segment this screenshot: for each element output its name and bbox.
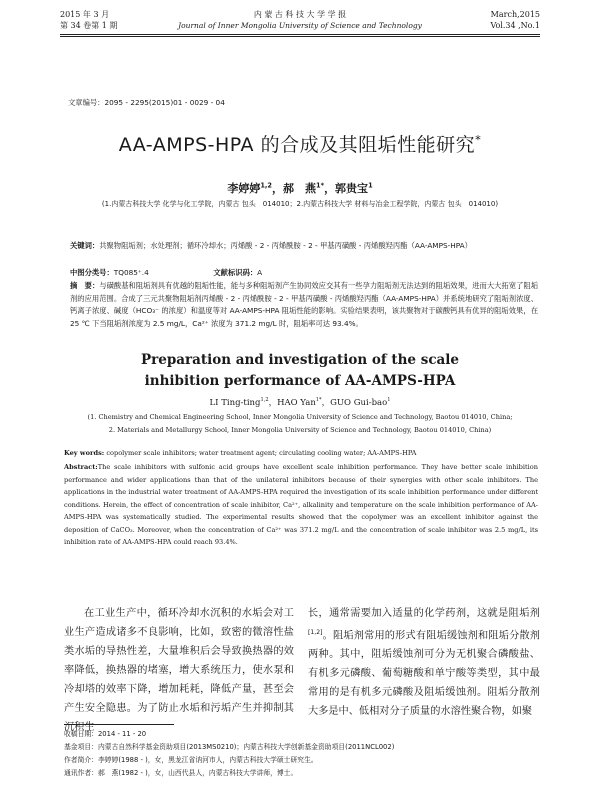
author-1-en-sup: 1,2 [260,397,269,404]
journal-name-cn: 内 蒙 古 科 技 大 学 学 报 [253,10,347,19]
footnote-rule [64,724,174,725]
body-right-text-a: 长，通常需要加入适量的化学药剂，这就是阻垢剂 [308,608,540,619]
title-en-line-2: inhibition performance of AA-AMPS-HPA [144,373,456,389]
authors-cn [60,180,540,196]
author-3-en-sup: 1 [387,397,391,404]
abstract-cn-text: 与磺酸基和阻垢剂具有优越的阻垢性能，能与多种阻垢剂产生协同效应交其有一些孕力阻垢剂无法达到的阻垢效果，进而大大拓宽了阻垢剂的应用范围。合成了三元共聚物阻垢剂丙烯酸 - 2 - 丙烯酰胺 - 2 - 甲基丙磺酸 - 丙烯酸羟丙酯（AA-AMPS-HPA）并系统地研究了阻垢剂浓度、钙离子浓度、碱度（HCO₃⁻ 的浓度）和温度等对 AA-AMPS-HPA 阻垢性能的影响。实验结果表明，该共聚物对于碳酸钙具有优异的阻垢效果，在 25 ℃ 下当阻垢剂浓度为 2.5 mg/L，Ca²⁺ 浓度为 371.2 mg/L 时，阻垢率可达 93.4%。 [70,281,539,328]
doc-code-label: 文献标识码： [213,268,258,277]
author-1-cn: 李婷婷 [227,182,261,195]
title-en-line-1: Preparation and investigation of the scale [140,352,460,368]
footnotes [64,728,540,780]
abstract-cn [70,280,538,330]
doc-code-value: A [257,268,263,277]
body-right-text-b: 。阻垢剂常用的形式有阻垢缓蚀剂和阻垢分散剂两种。其中，阻垢缓蚀剂可分为无机聚合磷酸盐、有机多元磷酸、葡萄糖酸和单宁酸等类型，其中最常用的是有机多元磷酸及阻垢缓蚀剂。阻垢分散剂大多是中、低相对分子质量的水溶性聚合物，如聚 [308,630,540,718]
header-left [60,9,117,31]
header-issue-cn: 第 34 卷第 1 期 [60,21,118,30]
keywords-cn-text: 共聚物阻垢剂；水处理剂；循环冷却水；丙烯酸 - 2 - 丙烯酰胺 - 2 - 甲基丙磺酸 - 丙烯酸羟丙酯（AA-AMPS-HPA） [99,241,472,250]
header-rule-top [60,34,540,35]
header-center [150,9,450,31]
keywords-en [64,447,538,460]
footnote-fund: 基金项目：内蒙古自然科学基金资助项目(2013MS0210)；内蒙古科技大学创新基金资助项目(2011NCL002) [64,743,395,751]
author-2-en: ，HAO Yan [268,398,316,408]
footnote-author: 作者简介：李婷婷(1988 - )，女，黑龙江省讷河市人，内蒙古科技大学硕士研究生。 [64,756,318,764]
body-column-right [308,604,540,721]
header-date-cn: 2015 年 3 月 [60,10,110,19]
classification-line [70,267,538,280]
journal-name-en: Journal of Inner Mongolia University of Science and Technology [178,21,422,30]
keywords-cn-label: 关键词： [70,241,100,250]
affiliation-en [60,411,540,437]
abstract-en-text: The scale inhibitors with sulfonic acid groups have excellent scale inhibition performance. They have better scale inhibition performance and wider applications than that of the unilateral inhibitors because of their synergies with other scale inhibitors. The applications in the industrial water treatment of AA-AMPS-HPA required the investigation of its scale inhibition performance under different conditions. Herein, the effect of concentration of scale inhibitor, Ca²⁺, alkalinity and temperature on the scale inhibition performance of AA-AMPS-HPA was systematically studied. The experimental results showed that the copolymer was an excellent inhibitor against the deposition of CaCO₃. Moreover, when the concentration of Ca²⁺ was 371.2 mg/L and the concentration of scale inhibitor was 2.5 mg/L, its inhibition rate of AA-AMPS-HPA could reach 93.4%. [64,463,538,546]
title-en [60,350,540,392]
author-2-en-sup: 1* [315,397,322,404]
author-3-cn: ，郭贵宝 [324,182,369,195]
header-right [440,9,540,31]
author-3-en: ，GUO Gui-bao [321,398,388,408]
header-date-en: March,2015 [490,10,540,19]
abstract-cn-label: 摘 要： [70,281,100,290]
author-2-cn: ，郝 燕 [272,182,317,195]
affiliation-cn: (1.内蒙古科技大学 化学与化工学院，内蒙古 包头 014010；2.内蒙古科技大学 材料与冶金工程学院，内蒙古 包头 014010) [101,200,499,208]
keywords-en-text: copolymer scale inhibitors; water treatment agent; circulating cooling water; AA-AMPS-HPA [106,449,417,457]
header-rule-bottom [60,36,540,37]
author-3-cn-sup: 1 [368,181,373,190]
title-cn [60,130,540,157]
title-cn-text: AA-AMPS-HPA 的合成及其阻垢性能研究 [118,134,476,156]
author-1-cn-sup: 1,2 [260,181,273,190]
clc-label: 中图分类号： [70,268,114,277]
title-footnote-mark: * [475,132,482,147]
affiliation-en-1: (1. Chemistry and Chemical Engineering School, Inner Mongolia University of Science and Technology, Baotou 014010, China; [87,413,513,421]
abstract-en-label: Abstract: [64,463,98,471]
abstract-en [64,461,538,549]
keywords-en-label: Key words: [64,449,105,457]
footnote-received: 收稿日期：2014 - 11 - 20 [64,730,147,738]
clc-value: TQ085⁺.4 [113,268,149,277]
header-issue-en: Vol.34 ,No.1 [490,21,540,30]
affiliation-en-2: 2. Materials and Metallurgy School, Inner Mongolia University of Science and Technology, Baotou 014010, China) [108,426,492,434]
citation-ref: [1,2] [308,629,323,636]
footnote-corresponding: 通讯作者：郝 燕(1982 - )，女，山西代县人，内蒙古科技大学讲师，博士。 [64,769,298,777]
keywords-cn [70,240,538,253]
article-number: 文章编号：2095 - 2295(2015)01 - 0029 - 04 [68,98,225,107]
author-2-cn-sup: 1* [316,181,325,190]
authors-en [60,396,540,408]
body-column-left: 在工业生产中，循环冷却水沉积的水垢会对工业生产造成诸多不良影响，比如，致密的微溶性盐类水垢的导热性差，大量堆积后会导致换热器的效率降低，换热器的堵塞，增大系统压力，使水泵和冷却塔的效率下降，增加耗耗，降低产量，甚至会产生安全隐患。为了防止水垢和污垢产生并抑制其沉积生 [64,608,294,733]
author-1-en: LI Ting-ting [209,398,261,408]
